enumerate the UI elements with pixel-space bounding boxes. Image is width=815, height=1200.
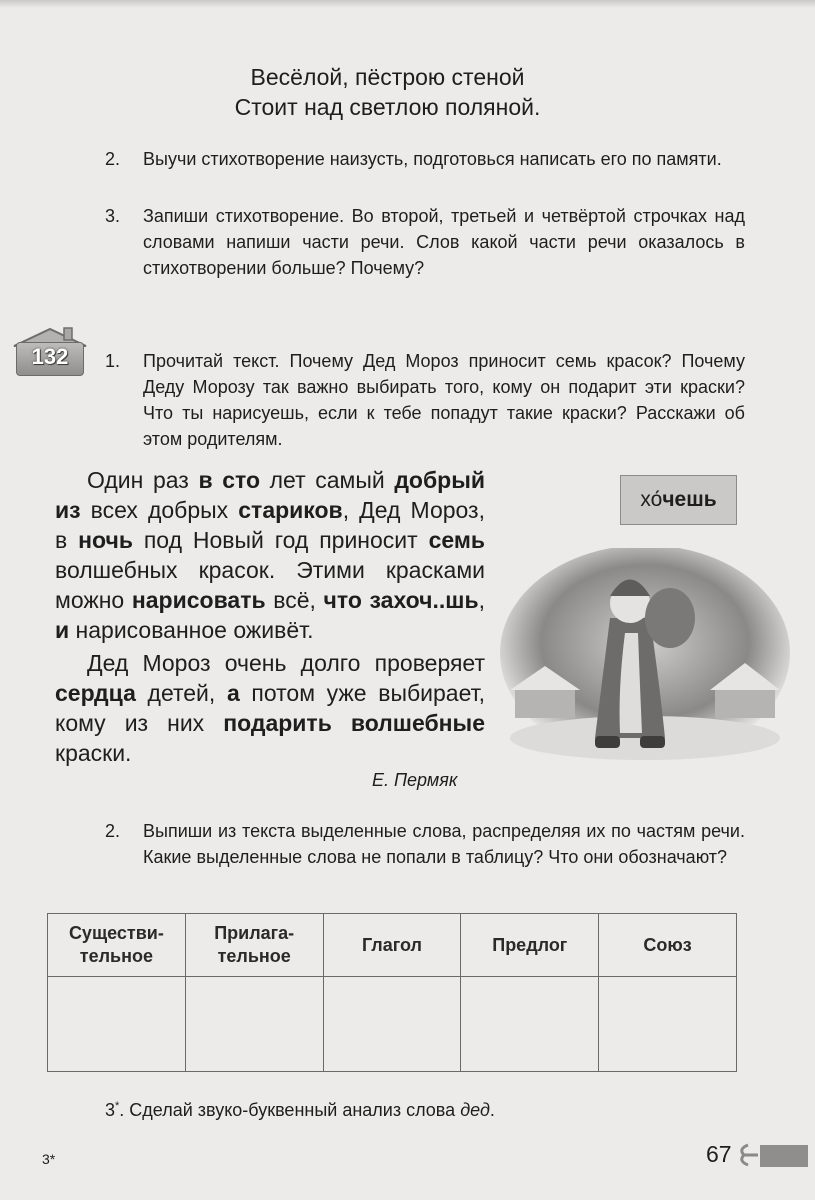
table-cell — [599, 977, 737, 1072]
highlighted-word: стариков — [238, 497, 343, 523]
hint-bold: чешь — [662, 488, 717, 511]
task-number: 3. — [105, 206, 121, 226]
task-1-exercise — [105, 348, 745, 452]
table-cell — [323, 977, 461, 1072]
task-3-top — [105, 203, 745, 281]
santa-illustration — [500, 548, 790, 763]
highlighted-word: а — [226, 680, 240, 706]
page-number: 67 — [706, 1141, 732, 1167]
story-run: , — [478, 587, 485, 613]
task-3-exercise — [105, 1100, 495, 1121]
story-run: всех добрых — [80, 497, 239, 523]
task-text: Выпиши из текста выделенные слова, распределяя их по частям речи. Какие выделенные слова не попали в таблицу? Что они обозначают? — [143, 821, 745, 867]
task-text: Запиши стихотворение. Во второй, третьей и четвёртой строчках над словами напиши части речи. Слов какой части речи оказалось в стихотворении больше? Почему? — [143, 206, 745, 278]
header-label: Союз — [643, 934, 692, 955]
task-word: дед — [460, 1100, 490, 1120]
story-run: Один раз — [87, 467, 199, 493]
story-run: всё, — [265, 587, 324, 613]
story-paragraph-1 — [55, 465, 485, 645]
table-cell — [185, 977, 323, 1072]
task-number: 3 — [105, 1100, 116, 1120]
col-header-verb — [323, 914, 461, 977]
col-header-preposition — [461, 914, 599, 977]
col-header-adjective — [185, 914, 323, 977]
highlighted-word: ночь — [78, 527, 133, 553]
task-number: 1. — [105, 351, 121, 371]
exercise-number: 132 — [31, 344, 69, 369]
poem-line-1: Весёлой, пёстрою стеной — [250, 64, 525, 90]
task-text: . Сделай звуко-буквенный анализ слова — [119, 1100, 461, 1120]
story-text — [55, 465, 485, 645]
col-header-conjunction — [599, 914, 737, 977]
task-text-end: . — [489, 1100, 495, 1120]
story-run: лет самый — [260, 467, 395, 493]
table-row — [48, 977, 737, 1072]
story-paragraph-2 — [55, 648, 485, 768]
table-header-row — [48, 914, 737, 977]
highlighted-word: подарить волшебные — [223, 710, 485, 736]
story-run: под Новый год приносит — [132, 527, 429, 553]
task-number: 2. — [105, 149, 121, 169]
story-run: краски. — [55, 740, 132, 766]
story-run: , Дед Мороз, в — [55, 497, 485, 553]
task-2-exercise — [105, 818, 745, 870]
task-text: Прочитай текст. Почему Дед Мороз приносит семь красок? Почему Деду Морозу так важно выбирать того, кому он подарит эти краски? Что ты нарисуешь, если к тебе попадут такие краски? Расскажи об этом родителям. — [143, 351, 745, 449]
page-tab-bar — [760, 1145, 808, 1167]
task-2-top — [105, 146, 745, 172]
header-label: Существи- тельное — [68, 923, 164, 966]
header-label: Прилага- тельное — [214, 923, 295, 966]
header-label: Предлог — [492, 934, 568, 955]
story-author: Е. Пермяк — [372, 770, 458, 790]
exercise-number-badge — [12, 326, 90, 378]
top-edge — [0, 0, 815, 8]
hint-plain: хо — [640, 488, 663, 511]
story-run: волшебных красок. Этими красками можно — [55, 557, 485, 613]
highlighted-word: нарисовать — [131, 587, 266, 613]
parts-of-speech-table — [47, 913, 737, 1072]
poem-line-2: Стоит над светлою поляной. — [234, 94, 541, 120]
story-run: потом уже выбирает, кому из них — [55, 680, 485, 736]
highlighted-word: и — [55, 617, 70, 643]
highlighted-word: семь — [428, 527, 485, 553]
story-text — [55, 648, 485, 768]
header-label: Глагол — [361, 934, 422, 955]
col-header-noun — [48, 914, 186, 977]
highlighted-word: добрый из — [55, 467, 485, 523]
story-run: нарисованное оживёт. — [69, 617, 314, 643]
print-signature: 3* — [42, 1151, 56, 1167]
highlighted-word: в сто — [198, 467, 261, 493]
story-run: детей, — [135, 680, 227, 706]
table-cell — [461, 977, 599, 1072]
highlighted-word: сердца — [55, 680, 136, 706]
task-star: * — [115, 1100, 120, 1112]
task-number: 2. — [105, 821, 121, 841]
story-run: Дед Мороз очень долго проверяет — [87, 650, 485, 676]
table-cell — [48, 977, 186, 1072]
task-text: Выучи стихотворение наизусть, подготовься написать его по памяти. — [143, 149, 722, 169]
highlighted-word: что захоч..шь — [323, 587, 479, 613]
spelling-hint-box — [620, 475, 737, 525]
